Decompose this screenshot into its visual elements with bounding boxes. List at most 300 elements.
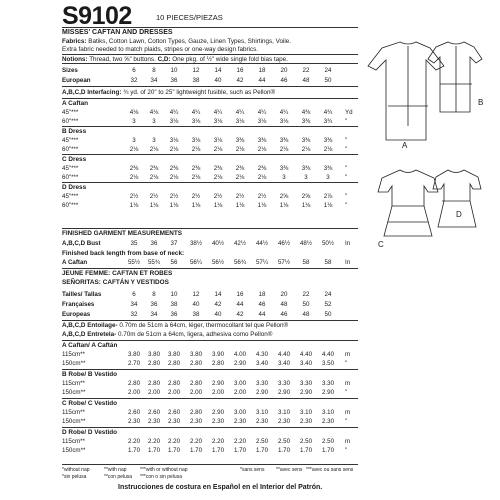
row-cell: 3.80 — [127, 351, 141, 358]
row-cell: 50 — [302, 301, 310, 308]
row-cell: 2⅛ — [323, 146, 333, 153]
row-cell: 1⅛ — [257, 202, 267, 209]
row-cell: 2⅛ — [235, 174, 245, 181]
row-cell: 2.90 — [277, 389, 291, 396]
figure-label-d: D — [456, 210, 462, 219]
row-cell: 22 — [302, 291, 310, 298]
row-cell: 2.80 — [147, 380, 161, 387]
row-cell: 2⅝ — [279, 193, 289, 200]
row-unit: " — [345, 146, 348, 153]
row-label: Françaises — [62, 301, 95, 308]
row-cell: 3¾ — [323, 118, 333, 125]
row-cell: 2.30 — [147, 418, 161, 425]
row-cell: 3 — [152, 137, 156, 144]
row-cell: 2.20 — [233, 438, 247, 445]
row-cell: 2.20 — [167, 438, 181, 445]
row-cell: 2.90 — [211, 409, 225, 416]
row-cell: 38 — [192, 77, 200, 84]
row-cell: 2½ — [257, 193, 267, 200]
row-cell: 4.40 — [299, 351, 313, 358]
row-cell: 2⅛ — [169, 146, 179, 153]
row-cell: 2.80 — [167, 360, 181, 367]
row-cell: 3 — [152, 118, 156, 125]
row-cell: 3.90 — [211, 351, 225, 358]
entretela-line — [62, 331, 272, 338]
row-cell: 24 — [324, 67, 332, 74]
row-cell: 2.50 — [255, 438, 269, 445]
row-cell: 48 — [280, 301, 288, 308]
row-cell: 1⅛ — [323, 202, 333, 209]
row-cell: 58 — [324, 259, 332, 266]
row-cell: 2⅛ — [301, 146, 311, 153]
row-cell: 1⅛ — [129, 202, 139, 209]
legend-sans-sens: *sans sens — [240, 467, 265, 473]
row-cell: 38½ — [189, 240, 203, 247]
row-cell: 2½ — [129, 193, 139, 200]
row-cell: 42 — [214, 301, 222, 308]
row-cell: 2⅜ — [257, 165, 267, 172]
row-cell: 34 — [150, 311, 158, 318]
row-unit: m — [345, 409, 351, 416]
row-cell: 46 — [258, 301, 266, 308]
row-cell: 3.40 — [299, 360, 313, 367]
row-cell: 4.40 — [321, 351, 335, 358]
row-cell: 3.50 — [321, 360, 335, 367]
row-cell: 36 — [150, 301, 158, 308]
pattern-title: MISSES' CAFTAN AND DRESSES — [62, 29, 173, 36]
row-cell: 2.50 — [321, 438, 335, 445]
row-cell: 3⅜ — [235, 137, 245, 144]
row-cell: 8 — [152, 291, 156, 298]
legend-without-nap: *without nap — [62, 467, 90, 473]
row-cell: 3.80 — [167, 351, 181, 358]
row-cell: 2.30 — [299, 418, 313, 425]
row-cell: 3.10 — [299, 409, 313, 416]
row-cell: 2.30 — [127, 418, 141, 425]
row-cell: 12 — [192, 291, 200, 298]
row-cell: 42 — [236, 77, 244, 84]
row-cell: 10 — [170, 67, 178, 74]
row-cell: 40½ — [211, 240, 225, 247]
row-cell: 2.30 — [211, 418, 225, 425]
row-cell: 2⅜ — [213, 165, 223, 172]
row-cell: 37 — [170, 240, 178, 247]
row-cell: 3⅜ — [301, 137, 311, 144]
row-cell: 2⅛ — [149, 174, 159, 181]
section-title: A Caftan — [62, 100, 89, 107]
row-cell: 2⅛ — [213, 146, 223, 153]
row-label: 45"*** — [62, 193, 79, 200]
divider — [62, 98, 358, 99]
entoilage-label: A,B,C,D Entoilage- — [62, 322, 118, 329]
row-cell: 3.30 — [321, 380, 335, 387]
row-cell: 40 — [192, 301, 200, 308]
row-cell: 4¼ — [169, 109, 179, 116]
row-cell: 3.10 — [255, 409, 269, 416]
row-label: 60"*** — [62, 174, 79, 181]
row-unit: Yd — [345, 109, 353, 116]
row-cell: 2⅛ — [169, 174, 179, 181]
row-cell: 2⅛ — [129, 146, 139, 153]
row-cell: 57¼ — [255, 259, 269, 266]
row-cell: 48 — [302, 311, 310, 318]
row-cell: 2½ — [235, 193, 245, 200]
row-cell: 22 — [302, 67, 310, 74]
row-cell: 40 — [214, 77, 222, 84]
row-cell: 10 — [170, 291, 178, 298]
row-label: A,B,C,D Bust — [62, 240, 101, 247]
notions-cd-text: One pkg. of ½" wide single fold bias tape. — [172, 56, 288, 63]
entretela-label: A,B,C,D Entretela- — [62, 331, 117, 338]
row-cell: 42½ — [233, 240, 247, 247]
row-unit: m — [345, 351, 351, 358]
row-cell: 1.70 — [233, 447, 247, 454]
row-cell: 3⅛ — [191, 118, 201, 125]
row-unit: " — [345, 418, 348, 425]
row-cell: 2½ — [191, 193, 201, 200]
row-cell: 2⅜ — [129, 165, 139, 172]
row-cell: 1⅛ — [213, 202, 223, 209]
row-cell: 2.20 — [147, 438, 161, 445]
divider — [62, 398, 358, 399]
row-cell: 48½ — [299, 240, 313, 247]
row-cell: 2.30 — [255, 418, 269, 425]
row-label: 150cm** — [62, 389, 86, 396]
row-cell: 2⅜ — [169, 165, 179, 172]
row-cell: 44½ — [255, 240, 269, 247]
row-cell: 2.60 — [127, 409, 141, 416]
row-cell: 3.30 — [255, 380, 269, 387]
row-cell: 2.90 — [321, 389, 335, 396]
row-cell: 36 — [170, 77, 178, 84]
row-cell: 2.00 — [127, 389, 141, 396]
row-cell: 57½ — [277, 259, 291, 266]
row-cell: 2.30 — [233, 418, 247, 425]
row-unit: In — [345, 259, 351, 266]
row-cell: 2⅜ — [149, 165, 159, 172]
row-cell: 34 — [130, 301, 138, 308]
row-cell: 2.30 — [167, 418, 181, 425]
divider — [62, 27, 358, 28]
section-title: B Robe/ B Vestido — [62, 371, 118, 378]
row-cell: 2⅛ — [279, 146, 289, 153]
row-cell: 2⅛ — [129, 174, 139, 181]
row-cell: 44 — [236, 301, 244, 308]
fabrics-line — [62, 38, 291, 45]
interfacing-text: ¾ yd. of 20" to 25" lightweight fusible, such as Pellon® — [123, 89, 276, 96]
row-cell: 2⅞ — [323, 193, 333, 200]
row-cell: 2.80 — [189, 360, 203, 367]
interfacing-line — [62, 89, 275, 96]
divider — [62, 427, 358, 428]
section-title: A Caftan/ A Caftán — [62, 342, 118, 349]
row-unit: " — [345, 137, 348, 144]
legend-avec-sens: **avec sens — [276, 467, 303, 473]
spanish-instructions-note: Instrucciones de costura en Español en el Interior del Patrón. — [118, 484, 323, 491]
fabrics-label: Fabrics: — [62, 38, 87, 45]
row-cell: 3.00 — [233, 380, 247, 387]
row-cell: 56½ — [211, 259, 225, 266]
row-cell: 16 — [236, 291, 244, 298]
row-cell: 2⅜ — [191, 165, 201, 172]
row-unit: m — [345, 438, 351, 445]
row-cell: 18 — [258, 67, 266, 74]
row-cell: 2.90 — [233, 360, 247, 367]
row-cell: 1.70 — [255, 447, 269, 454]
row-cell: 2.90 — [255, 389, 269, 396]
section-title: D Robe/ D Vestido — [62, 429, 118, 436]
row-unit: " — [345, 202, 348, 209]
legend-avec-ou-sans-sens: ***avec ou sans sens — [306, 467, 354, 473]
row-cell: 2.20 — [211, 438, 225, 445]
row-cell: 8 — [152, 67, 156, 74]
row-cell: 16 — [236, 67, 244, 74]
row-cell: 3⅜ — [323, 165, 333, 172]
row-cell: 3⅛ — [257, 118, 267, 125]
row-cell: 2.20 — [189, 438, 203, 445]
row-cell: 40 — [214, 311, 222, 318]
row-cell: 18 — [258, 291, 266, 298]
row-cell: 2.80 — [127, 380, 141, 387]
row-cell: 3⅛ — [169, 118, 179, 125]
notions-line — [62, 56, 288, 63]
row-cell: 2.80 — [189, 380, 203, 387]
row-cell: 2.90 — [211, 380, 225, 387]
divider — [62, 340, 358, 341]
section-title: D Dress — [62, 184, 87, 191]
row-label: 150cm** — [62, 418, 86, 425]
row-cell: 2⅛ — [191, 146, 201, 153]
row-cell: 58 — [302, 259, 310, 266]
row-cell: 1.70 — [277, 447, 291, 454]
row-cell: 3 — [132, 118, 136, 125]
row-cell: 3 — [282, 174, 286, 181]
row-cell: 2⅛ — [257, 174, 267, 181]
dress-b-illustration — [420, 36, 495, 146]
row-cell: 2.70 — [127, 360, 141, 367]
row-cell: 3.10 — [277, 409, 291, 416]
notions-label: Notions: — [62, 56, 88, 63]
row-cell: 3⅜ — [301, 165, 311, 172]
notions-text: Thread, two ⅝" buttons. — [89, 56, 156, 63]
row-cell: 2½ — [213, 193, 223, 200]
row-cell: 4.30 — [255, 351, 269, 358]
row-cell: 12 — [192, 67, 200, 74]
legend-sin-pelusa: *sin pelusa — [62, 474, 87, 480]
row-cell: 2.80 — [211, 360, 225, 367]
divider — [62, 182, 358, 183]
row-cell: 3⅛ — [191, 137, 201, 144]
divider — [62, 268, 358, 269]
row-cell: 34 — [150, 77, 158, 84]
row-cell: 1.70 — [167, 447, 181, 454]
row-cell: 2.90 — [299, 389, 313, 396]
section-title: B Dress — [62, 128, 87, 135]
row-cell: 3.40 — [277, 360, 291, 367]
row-cell: 20 — [280, 291, 288, 298]
row-cell: 14 — [214, 67, 222, 74]
figure-label-b: B — [478, 98, 484, 107]
row-cell: 46 — [280, 77, 288, 84]
notions-cd-label: C,D: — [157, 56, 171, 63]
entoilage-line — [62, 322, 288, 329]
fabrics-extra: Extra fabric needed to match plaids, stripes or one-way design fabrics. — [62, 46, 258, 53]
row-label: 150cm** — [62, 447, 86, 454]
row-cell: 3⅜ — [279, 165, 289, 172]
row-cell: 2⅛ — [257, 146, 267, 153]
finished-measurements-title: FINISHED GARMENT MEASUREMENTS — [62, 230, 183, 237]
row-label: 45"*** — [62, 165, 79, 172]
section-title: C Robe/ C Vestido — [62, 400, 118, 407]
row-cell: 3⅜ — [257, 137, 267, 144]
row-cell: 3.80 — [147, 351, 161, 358]
divider — [62, 86, 358, 87]
row-cell: 35 — [130, 240, 138, 247]
row-cell: 2.00 — [211, 389, 225, 396]
section-title: C Dress — [62, 156, 87, 163]
row-cell: 2.50 — [277, 438, 291, 445]
row-label: 150cm** — [62, 360, 86, 367]
row-cell: 2.00 — [167, 389, 181, 396]
row-cell: 3⅛ — [169, 137, 179, 144]
row-cell: 4¼ — [235, 109, 245, 116]
row-cell: 3.80 — [189, 351, 203, 358]
divider — [62, 464, 358, 465]
row-cell: 20 — [280, 67, 288, 74]
french-title: JEUNE FEMME: CAFTAN ET ROBES — [62, 270, 173, 277]
row-cell: 3⅛ — [213, 118, 223, 125]
row-cell: 4¼ — [213, 109, 223, 116]
row-cell: 1⅛ — [149, 202, 159, 209]
row-cell: 2.30 — [277, 418, 291, 425]
legend-with-or-without-nap: ***with or without nap — [140, 467, 188, 473]
row-cell: 4¾ — [323, 109, 333, 116]
row-cell: 50 — [324, 77, 332, 84]
row-cell: 2.30 — [189, 418, 203, 425]
row-cell: 4⅛ — [149, 109, 159, 116]
row-cell: 32 — [130, 311, 138, 318]
row-cell: 2⅝ — [301, 193, 311, 200]
row-cell: 1.70 — [189, 447, 203, 454]
row-cell: 1⅛ — [235, 202, 245, 209]
row-cell: 1.70 — [211, 447, 225, 454]
row-cell: 6 — [132, 67, 136, 74]
row-cell: 2.20 — [127, 438, 141, 445]
row-cell: 1.70 — [321, 447, 335, 454]
row-label: European — [62, 77, 91, 84]
row-cell: 3⅜ — [323, 137, 333, 144]
divider — [62, 154, 358, 155]
row-label: 60"*** — [62, 202, 79, 209]
row-label: A Caftan — [62, 259, 88, 266]
row-cell: 48 — [302, 77, 310, 84]
row-unit: m — [345, 380, 351, 387]
row-cell: 2.00 — [147, 389, 161, 396]
row-cell: 6 — [132, 291, 136, 298]
row-cell: 2⅛ — [213, 174, 223, 181]
row-cell: 2½ — [169, 193, 179, 200]
row-cell: 2⅛ — [191, 174, 201, 181]
row-unit: " — [345, 447, 348, 454]
entretela-text: 0.70m de 51cm a 64cm, ligera, adhesiva como Pellon® — [117, 331, 273, 338]
legend-with-nap: **with nap — [104, 467, 127, 473]
row-cell: 3.30 — [277, 380, 291, 387]
row-cell: 55½ — [127, 259, 141, 266]
pieces-count: 10 PIECES/PIEZAS — [156, 13, 223, 22]
row-cell: 1⅛ — [169, 202, 179, 209]
row-label: 60"*** — [62, 146, 79, 153]
row-cell: 2.50 — [299, 438, 313, 445]
divider — [62, 126, 358, 127]
row-cell: 52 — [324, 301, 332, 308]
row-cell: 42 — [236, 311, 244, 318]
row-cell: 2.00 — [233, 389, 247, 396]
row-cell: 2.80 — [189, 409, 203, 416]
row-cell: 44 — [258, 311, 266, 318]
row-cell: 56 — [170, 259, 178, 266]
row-cell: 2.00 — [189, 389, 203, 396]
row-cell: 3⅛ — [279, 118, 289, 125]
row-cell: 32 — [130, 77, 138, 84]
pattern-number: S9102 — [62, 2, 132, 30]
divider — [62, 228, 358, 229]
row-label: Europeas — [62, 311, 91, 318]
row-label: 115cm** — [62, 438, 85, 445]
row-cell: 2.60 — [147, 409, 161, 416]
dress-d-illustration — [420, 164, 495, 254]
row-cell: 44 — [258, 77, 266, 84]
row-cell: 2.80 — [147, 360, 161, 367]
row-cell: 1.70 — [147, 447, 161, 454]
row-cell: 56¼ — [189, 259, 203, 266]
interfacing-label: A,B,C,D Interfacing: — [62, 89, 122, 96]
row-label: Sizes — [62, 67, 78, 74]
row-cell: 1⅛ — [301, 202, 311, 209]
row-cell: 3⅜ — [301, 118, 311, 125]
row-cell: 4¼ — [279, 109, 289, 116]
row-cell: 4⅛ — [129, 109, 139, 116]
row-unit: " — [345, 389, 348, 396]
row-unit: " — [345, 165, 348, 172]
divider — [62, 54, 358, 55]
row-label: 115cm** — [62, 351, 85, 358]
row-cell: 1.70 — [299, 447, 313, 454]
row-cell: 4⅜ — [301, 109, 311, 116]
row-label: 115cm** — [62, 409, 85, 416]
row-cell: 3 — [326, 174, 330, 181]
fabrics-text: Batiks, Cotton Lawn, Cotton Types, Gauze, Linen Types, Shirtings, Voile. — [88, 38, 292, 45]
row-unit: " — [345, 360, 348, 367]
row-cell: 3 — [304, 174, 308, 181]
row-cell: 2⅛ — [149, 146, 159, 153]
row-cell: 3⅜ — [279, 137, 289, 144]
row-unit: In — [345, 240, 351, 247]
row-cell: 14 — [214, 291, 222, 298]
divider — [62, 369, 358, 370]
row-cell: 2½ — [149, 193, 159, 200]
row-cell: 4¼ — [257, 109, 267, 116]
spanish-title: SEÑORITAS: CAFTÁN Y VESTIDOS — [62, 279, 169, 286]
row-cell: 38 — [192, 311, 200, 318]
row-cell: 2.80 — [167, 380, 181, 387]
row-cell: 2.30 — [321, 418, 335, 425]
row-cell: 2⅛ — [235, 146, 245, 153]
row-unit: " — [345, 193, 348, 200]
divider — [62, 320, 358, 321]
row-cell: 3.30 — [299, 380, 313, 387]
row-cell: 4.40 — [277, 351, 291, 358]
row-cell: 24 — [324, 291, 332, 298]
